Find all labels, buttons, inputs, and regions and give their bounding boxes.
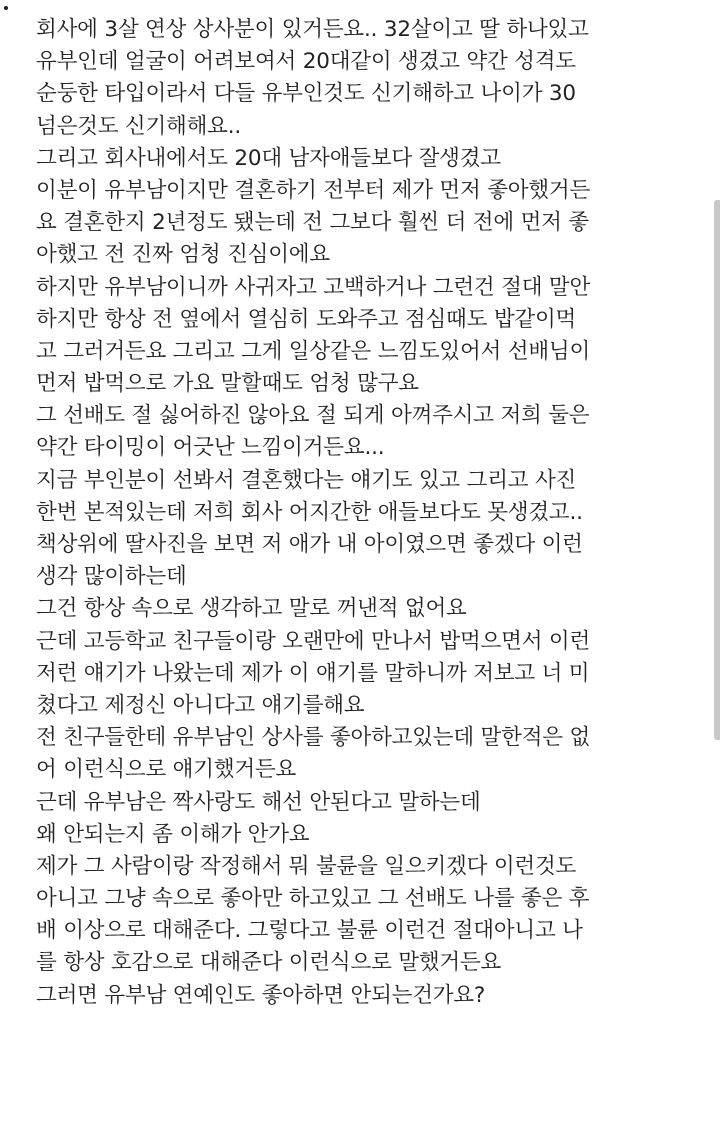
post-line: 아니고 그냥 속으로 좋아만 하고있고 그 선배도 나를 좋은 후: [36, 886, 590, 912]
post-line: 근데 유부남은 짝사랑도 해선 안된다고 말하는데: [36, 789, 481, 815]
post-line: 요 결혼한지 2년정도 됐는데 전 그보다 훨씬 더 전에 먼저 좋: [36, 210, 589, 236]
post-line: 그 선배도 절 싫어하진 않아요 절 되게 아껴주시고 저희 둘은: [36, 403, 590, 429]
scrollbar[interactable]: [714, 200, 720, 740]
notification-dot-icon: [4, 6, 8, 10]
post-line: 한번 본적있는데 저희 회사 어지간한 애들보다도 못생겼고..: [36, 499, 583, 525]
post-line: 제가 그 사람이랑 작정해서 뭐 불륜을 일으키겠다 이런것도: [36, 853, 577, 879]
post-line: 전 친구들한테 유부남인 상사를 좋아하고있는데 말한적은 없: [36, 725, 591, 751]
post-line: 넘은것도 신기해해요..: [36, 113, 242, 139]
post-line: 고 그러거든요 그리고 그게 일상같은 느낌도있어서 선배님이: [36, 338, 591, 364]
post-line: 지금 부인분이 선봐서 결혼했다는 얘기도 있고 그리고 사진: [36, 467, 577, 493]
post-body: [36, 14, 706, 1012]
post-line: 그러면 유부남 연예인도 좋아하면 안되는건가요?: [36, 982, 486, 1008]
post-line: 배 이상으로 대해준다. 그렇다고 불륜 이런건 절대아니고 나: [36, 918, 583, 944]
post-line: 근데 고등학교 친구들이랑 오랜만에 만나서 밥먹으면서 이런: [36, 628, 591, 654]
post-line: 이분이 유부남이지만 결혼하기 전부터 제가 먼저 좋아했거든: [36, 177, 591, 203]
post-line: 쳤다고 제정신 아니다고 얘기를해요: [36, 692, 365, 718]
post-line: 그리고 회사내에서도 20대 남자애들보다 잘생겼고: [36, 145, 501, 171]
post-line: 를 항상 호감으로 대해준다 이런식으로 말했거든요: [36, 950, 502, 976]
post-line: 아했고 전 진짜 엄청 진심이에요: [36, 242, 330, 268]
post-line: 어 이런식으로 얘기했거든요: [36, 757, 297, 783]
post-line: 먼저 밥먹으로 가요 말할때도 엄청 많구요: [36, 371, 419, 397]
post-line: 생각 많이하는데: [36, 564, 187, 590]
post-line: 책상위에 딸사진을 보면 저 애가 내 아이였으면 좋겠다 이런: [36, 532, 583, 557]
post-line: 왜 안되는지 좀 이해가 안가요: [36, 821, 310, 847]
post-line: 순둥한 타입이라서 다들 유부인것도 신기해하고 나이가 30: [36, 81, 576, 107]
post-line: 하지만 항상 전 옆에서 열심히 도와주고 점심때도 밥같이먹: [36, 306, 577, 332]
post-line: 회사에 3살 연상 상사분이 있거든요.. 32살이고 딸 하나있고: [36, 17, 589, 42]
post-line: 유부인데 얼굴이 어려보여서 20대같이 생겼고 약간 성격도: [36, 49, 576, 75]
post-line: 저런 얘기가 나왔는데 제가 이 얘기를 말하니까 저보고 너 미: [36, 660, 590, 686]
post-line: 하지만 유부남이니까 사귀자고 고백하거나 그런건 절대 말안: [36, 274, 591, 300]
post-line: 그건 항상 속으로 생각하고 말로 꺼낸적 없어요: [36, 596, 467, 622]
post-line: 약간 타이밍이 어긋난 느낌이거든요...: [36, 435, 385, 461]
